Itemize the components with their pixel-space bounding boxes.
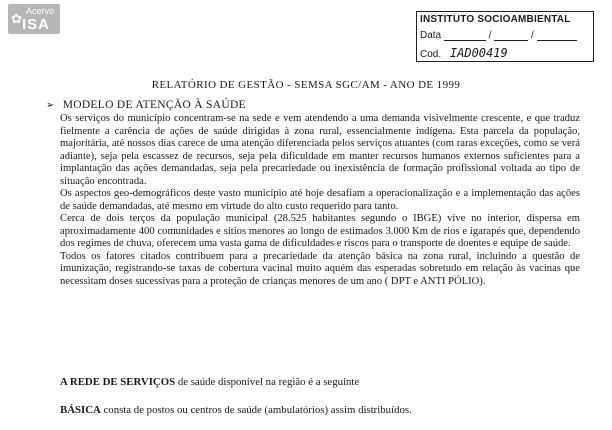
- paragraph: Cerca de dois terços da população municipal (28.525 habitantes segundo o IBGE) vive no interior, dispersa em aproximadamente 400 comunidades e sítios menores ao longo de estimados 3.000 Km de rios e igarapés que, dependendo dos regimes de chuva, oferecem uma vasta gama de dificuldades e riscos para o transporte de doentes e equipe de saúde.: [60, 213, 580, 249]
- arrow-bullet-icon: ➢: [46, 100, 55, 111]
- section-heading-text: MODELO DE ATENÇÃO À SAÚDE: [62, 99, 246, 111]
- watermark-line1: Acervo: [26, 6, 55, 16]
- stamp-code-value: IAD00419: [449, 46, 508, 60]
- stamp-institution: INSTITUTO SOCIOAMBIENTAL: [420, 14, 571, 25]
- archive-stamp: [416, 11, 594, 62]
- basica-heading: BÁSICA: [60, 404, 101, 416]
- rede-servicos-heading: A REDE DE SERVIÇOS: [60, 376, 176, 388]
- document-body: [60, 113, 580, 288]
- section-heading: [46, 99, 246, 111]
- stamp-code-label: Cod.: [420, 49, 442, 60]
- paragraph: Os serviços do município concentram-se na sede e vem atendendo a uma demanda visivelmente crescente, e que traduz fielmente a carência de ações de saúde dirigidas à zona rural, essencialmente indígena. Esta parcela da população, majoritária, até nossos dias carece de uma atenção diferenciada pelos serviços atuantes (com raras exceções, como se verá adiante), seja pela escassez de recursos, seja pela dificuldade em manter recursos humanos externos suficientes para a implantação das ações demandadas, seja pela precariedade ou inexistência de formação profissional voltada ao tipo de situação encontrada.: [60, 113, 580, 187]
- basica-text: consta de postos ou centros de saúde (ambulatórios) assim distribuídos.: [100, 404, 412, 416]
- paragraph: Os aspectos geo-demográficos deste vasto município até hoje desafiam a operacionalização e a implementação das ações de saúde demandadas, até mesmo em virtude do alto custo requerido para tanto.: [60, 188, 580, 212]
- stamp-date-sep-2: /: [531, 30, 534, 41]
- rede-servicos-line: [60, 376, 359, 388]
- basica-line: [60, 404, 412, 416]
- stamp-date-year-line: [537, 40, 577, 41]
- stamp-code-row: [420, 46, 508, 60]
- rede-servicos-text: de saúde disponível na região é a seguinte: [175, 376, 360, 388]
- report-title: RELATÓRIO DE GESTÃO - SEMSA SGC/AM - ANO DE 1999: [151, 79, 461, 91]
- stamp-date-row: [420, 30, 577, 41]
- stamp-date-month-line: [494, 40, 528, 41]
- stamp-date-day-line: [444, 40, 486, 41]
- acervo-isa-watermark: [8, 4, 60, 34]
- watermark-line2: ISA: [22, 16, 51, 33]
- isa-logo-icon: ✿: [11, 11, 22, 26]
- stamp-date-label: Data: [420, 30, 442, 41]
- stamp-date-sep-1: /: [488, 30, 492, 41]
- paragraph: Todos os fatores citados contribuem para a precariedade da atenção básica na zona rural, incluindo a questão de imunização, registrando-se taxas de cobertura vacinal muito aquém das esperadas sobretudo em relação às vacinas que necessitam doses sucessivas para a proteção de crianças menores de um ano ( DPT e ANTI PÓLIO).: [60, 250, 580, 287]
